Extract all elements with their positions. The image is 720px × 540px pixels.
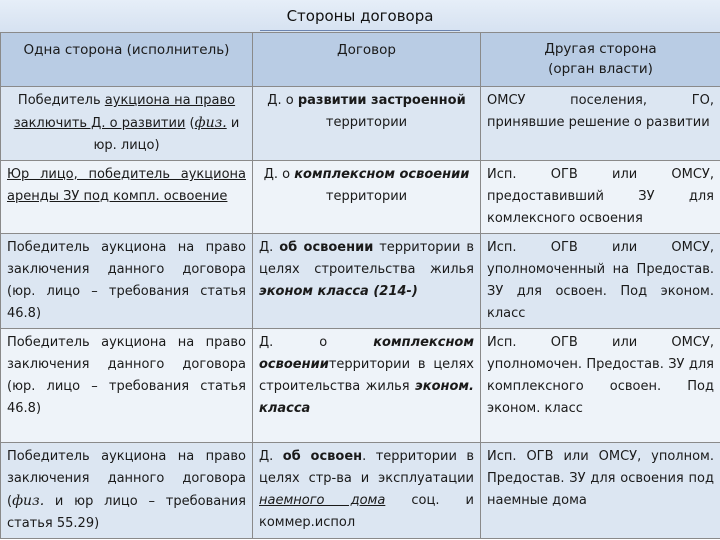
cell-contract: Д. о комплексном освоении территории (253, 161, 481, 234)
cell-executor: Победитель аукциона на право заключения данного договора (юр. лицо – требования статья 46.8) (1, 329, 253, 443)
cell-contract: Д. об освоен. территории в целях стр-ва и эксплуатации наемного дома соц. и коммер.испол (253, 443, 481, 539)
title-underline (260, 30, 460, 31)
cell-authority: Исп. ОГВ или ОМСУ, уполномочен. Предостав. ЗУ для комплексного освоен. Под эконом. класс (481, 329, 720, 443)
cell-contract: Д. о развитии застроенной территории (253, 87, 481, 161)
cell-authority: Исп. ОГВ или ОМСУ, уполномоченный на Предостав. ЗУ для освоен. Под эконом. класс (481, 234, 720, 329)
cell-authority: ОМСУ поселения, ГО, принявшие решение о развитии (481, 87, 720, 161)
cell-executor: Юр лицо, победитель аукциона аренды ЗУ под компл. освоение (1, 161, 253, 234)
cell-executor: Победитель аукциона на право заключения данного договора (физ. и юр лицо – требования статья 55.29) (1, 443, 253, 539)
table-row (1, 234, 720, 329)
table-row (1, 329, 720, 443)
parties-table (0, 32, 720, 539)
cell-executor: Победитель аукциона на право заключения данного договора (юр. лицо – требования статья 46.8) (1, 234, 253, 329)
header-row (1, 33, 720, 87)
cell-contract: Д. об освоении территории в целях строительства жилья эконом класса (214-) (253, 234, 481, 329)
header-executor: Одна сторона (исполнитель) (1, 33, 253, 87)
cell-executor: Победитель аукциона на право заключить Д. о развитии (физ. и юр. лицо) (1, 87, 253, 161)
table-row (1, 87, 720, 161)
cell-authority: Исп. ОГВ или ОМСУ, предоставивший ЗУ для комлексного освоения (481, 161, 720, 234)
cell-contract: Д. о комплексном освоениитерритории в целях строительства жилья эконом. класса (253, 329, 481, 443)
header-authority (481, 33, 720, 87)
table-row (1, 161, 720, 234)
cell-authority: Исп. ОГВ или ОМСУ, уполном. Предостав. ЗУ для освоения под наемные дома (481, 443, 720, 539)
table-row (1, 443, 720, 539)
header-authority-line2: (орган власти) (548, 61, 653, 77)
header-contract: Договор (253, 33, 481, 87)
slide-title: Стороны договора (286, 7, 434, 25)
header-authority-line1: Другая сторона (544, 41, 657, 57)
